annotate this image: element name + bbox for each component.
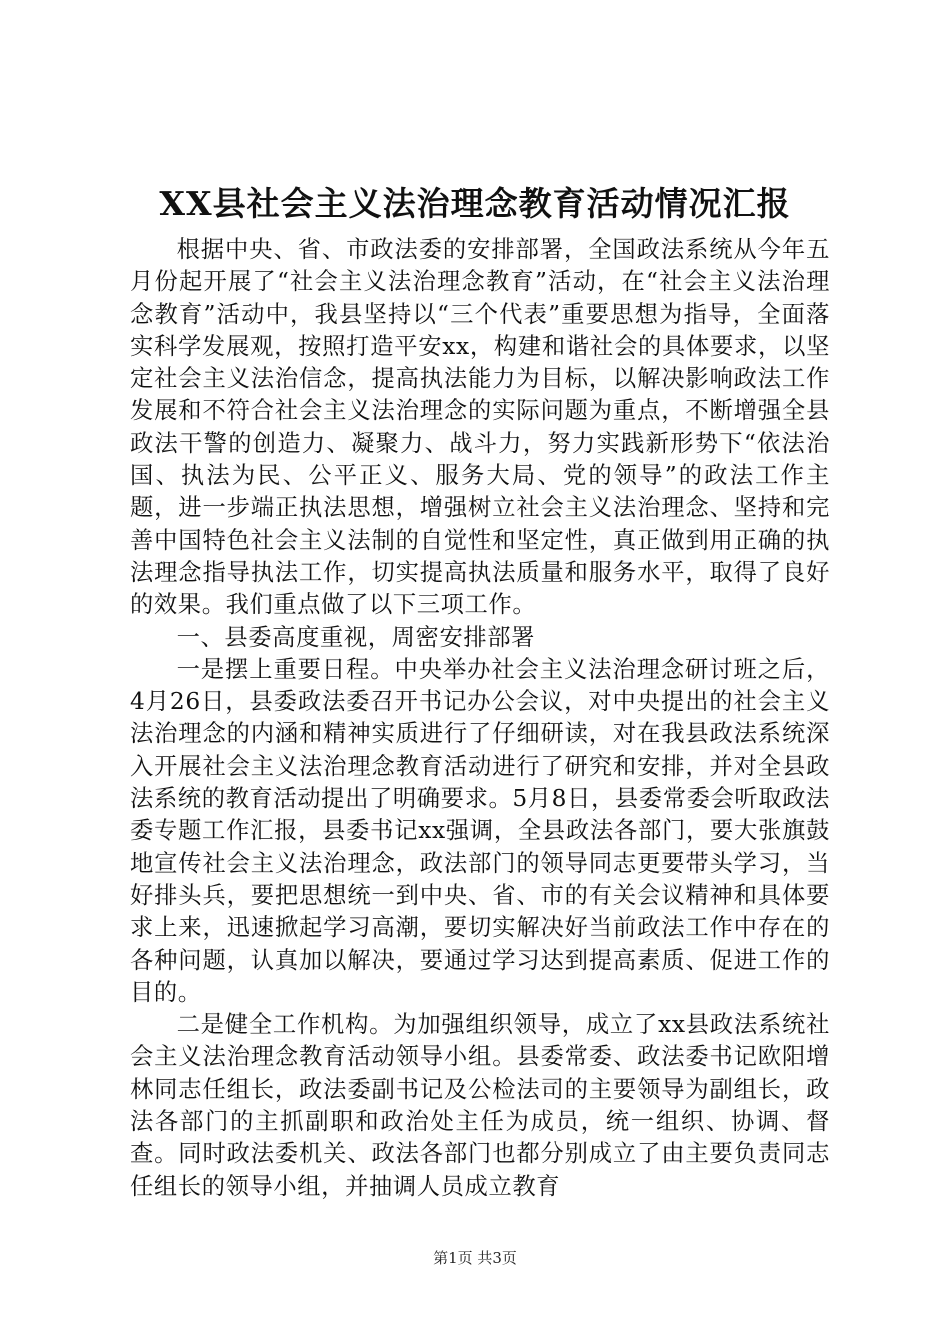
paragraph-intro: 根据中央、省、市政法委的安排部署，全国政法系统从今年五月份起开展了“社会主义法治理念教育”活动，在“社会主义法治理念教育”活动中，我县坚持以“三个代表”重要思想为指导，全面落实科学发展观，按照打造平安xx，构建和谐社会的具体要求，以坚定社会主义法治信念，提高执法能力为目标，以解决影响政法工作发展和不符合社会主义法治理念的实际问题为重点，不断增强全县政法干警的创造力、凝聚力、战斗力，努力实践新形势下“依法治国、执法为民、公平正义、服务大局、党的领导”的政法工作主题，进一步端正执法思想，增强树立社会主义法治理念、坚持和完善中国特色社会主义法制的自觉性和坚定性，真正做到用正确的执法理念指导执法工作，切实提高执法质量和服务水平，取得了良好的效果。我们重点做了以下三项工作。 — [130, 236, 830, 619]
document-body — [130, 234, 830, 1203]
paragraph-agenda: 一是摆上重要日程。中央举办社会主义法治理念研讨班之后，4月26日，县委政法委召开书记办公会议，对中央提出的社会主义法治理念的内涵和精神实质进行了仔细研读，对在我县政法系统深入开展社会主义法治理念教育活动进行了研究和安排，并对全县政法系统的教育活动提出了明确要求。5月8日，县委常委会听取政法委专题工作汇报，县委书记xx强调，全县政法各部门，要大张旗鼓地宣传社会主义法治理念，政法部门的领导同志更要带头学习，当好排头兵，要把思想统一到中央、省、市的有关会议精神和具体要求上来，迅速掀起学习高潮，要切实解决好当前政法工作中存在的各种问题，认真加以解决，要通过学习达到提高素质、促进工作的目的。 — [130, 655, 830, 1006]
paragraph-organization: 二是健全工作机构。为加强组织领导，成立了xx县政法系统社会主义法治理念教育活动领导小组。县委常委、政法委书记欧阳增林同志任组长，政法委副书记及公检法司的主要领导为副组长，政法各部门的主抓副职和政治处主任为成员，统一组织、协调、督查。同时政法委机关、政法各部门也都分别成立了由主要负责同志任组长的领导小组，并抽调人员成立教育 — [130, 1011, 830, 1200]
section-heading-1: 一、县委高度重视，周密安排部署 — [176, 623, 536, 651]
document-title: XX县社会主义法治理念教育活动情况汇报 — [159, 184, 791, 223]
page-footer: 第1页 共3页 — [433, 1249, 517, 1267]
